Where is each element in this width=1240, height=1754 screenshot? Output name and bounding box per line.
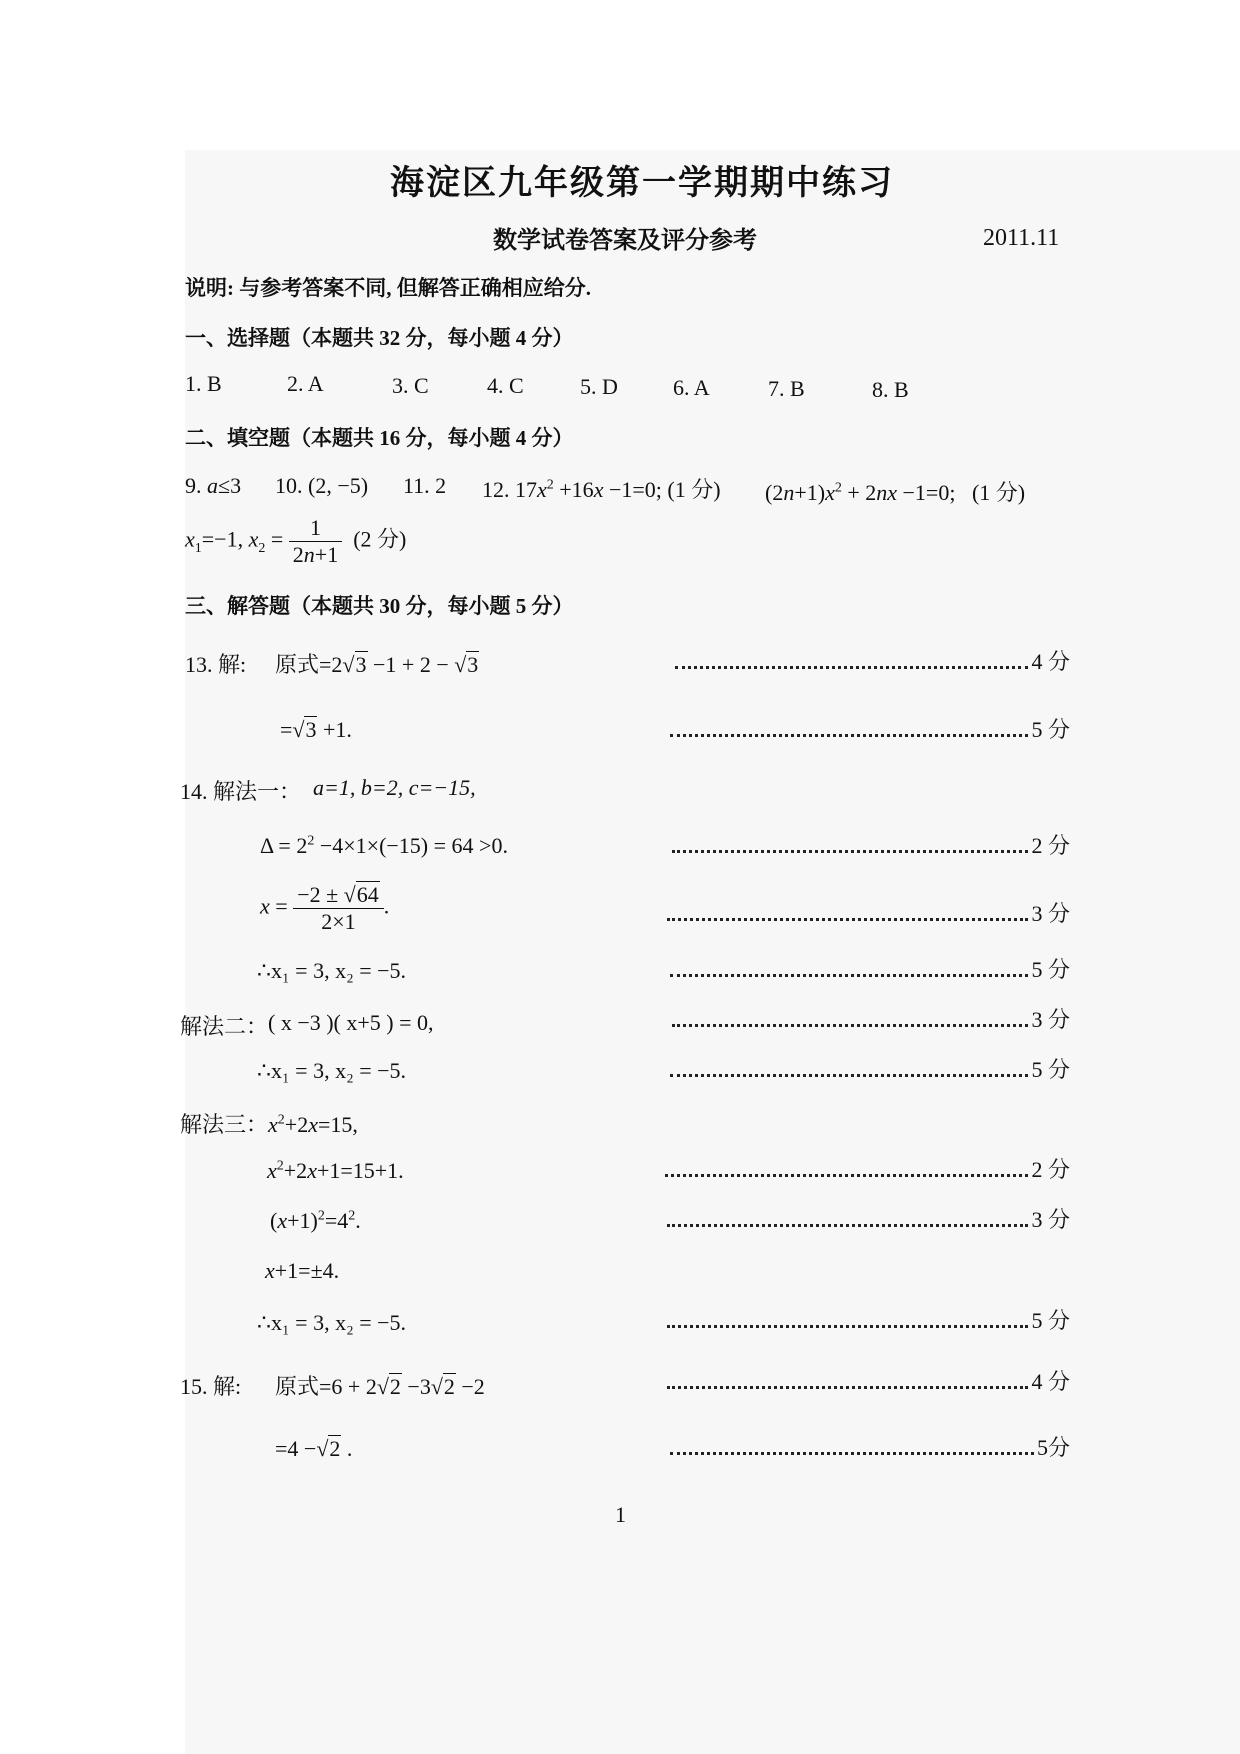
mc-answer: 6. A [673, 375, 710, 400]
score-leader [670, 1057, 1070, 1084]
section-multiple-choice: 一、选择题（本题共 32 分，每小题 4 分） [185, 326, 574, 350]
mc-answer: 1. B [185, 371, 222, 396]
q14-m3-step1: 解法三：$x^2+2x=15$, [180, 1112, 358, 1137]
date-label: 2011.11 [983, 225, 1060, 251]
q14-formula: x = $\frac{-2 \pm √64}{2\times 1}$ . [260, 882, 390, 934]
score-leader [672, 1007, 1070, 1034]
section-fill-in: 二、填空题（本题共 16 分，每小题 4 分） [185, 426, 574, 450]
q12-answer-part2: $(2n+1)x^2 + 2nx -1=0$; (1 分) [765, 480, 1026, 505]
score-label: 5分 [1036, 1435, 1070, 1460]
q15-label: 15. 解: [180, 1374, 242, 1399]
mc-answer: 2. A [287, 371, 324, 396]
q14-m2-label: 解法二： [180, 1014, 269, 1039]
q14-m3-roots: x₁ = 3, x₂ = −5. [271, 1310, 407, 1335]
score-label: 3 分 [1031, 901, 1070, 926]
q14-m2-roots: x₁ = 3, x₂ = −5. [271, 1058, 407, 1083]
q14-m3-step3: $(x+1)^2=4^2$. [270, 1208, 361, 1233]
score-leader [670, 1435, 1070, 1462]
q12-score-1: (1 分) [667, 477, 721, 502]
score-leader [670, 717, 1070, 744]
q10-answer: 10. (2, −5) [275, 473, 369, 498]
score-leader [665, 1157, 1070, 1184]
score-label: 2 分 [1031, 1157, 1070, 1182]
mc-answer: 4. C [487, 373, 524, 398]
q14-m3-step2: $x^2+2x+1=15+1$. [267, 1158, 404, 1183]
q13-step1: 原式=2√3 −1 + 2 − √3 [275, 652, 479, 677]
q15-step2: =4 −√2 . [275, 1436, 353, 1461]
score-leader [667, 1207, 1070, 1234]
mc-answer: 7. B [768, 376, 805, 401]
q12-answer-part1: 12. $17x^2 +16x -1=0$; (1 分) [482, 477, 721, 502]
q14-m1-roots: x₁ = 3, x₂ = −5. [271, 958, 407, 983]
score-leader [667, 1308, 1070, 1335]
score-label: 5 分 [1031, 957, 1070, 982]
q13-prefix: 原式= [275, 652, 332, 677]
q12-number: 12. [482, 477, 510, 502]
q14-coefficients: a=1, b=2, c=−15, [313, 775, 476, 800]
section-solutions: 三、解答题（本题共 30 分，每小题 5 分） [185, 594, 574, 618]
mc-answer: 3. C [392, 373, 429, 398]
score-leader [670, 957, 1070, 984]
note-text: 说明: 与参考答案不同, 但解答正确相应给分. [185, 276, 591, 300]
q13-label: 13. 解: [185, 652, 247, 677]
mc-answer: 5. D [580, 374, 618, 399]
mc-answer: 8. B [872, 377, 909, 402]
q13-step2: =√3 +1. [280, 717, 352, 742]
q9-number: 9. [185, 473, 202, 498]
page-title: 海淀区九年级第一学期期中练习 [390, 165, 894, 202]
q11-answer: 11. 2 [403, 473, 447, 498]
score-label: 3 分 [1031, 1007, 1070, 1032]
q14-m2-equation: ( x −3 )( x+5 ) = 0, [268, 1010, 434, 1035]
q12-score-3: (2 分) [353, 526, 407, 552]
q15-step1: 原式=6 + 2√2 −3√2 −2 [275, 1374, 485, 1399]
score-leader [672, 833, 1070, 860]
page-subtitle: 数学试卷答案及评分参考 [493, 228, 757, 254]
score-label: 5 分 [1031, 1308, 1070, 1333]
score-label: 3 分 [1031, 1207, 1070, 1232]
q14-m3-label: 解法三： [180, 1112, 269, 1137]
q14-label: 14. 解法一： [180, 779, 302, 804]
q14-discriminant: $\Delta = 2^2 -4\times 1\times(-15) = 64 >0$. [260, 833, 508, 858]
q14-m3-step4: x+1=±4. [265, 1258, 340, 1283]
scanned-page [185, 150, 1240, 1754]
q9-answer: 9. a≤3 [185, 473, 242, 498]
q14-m1-solution: ∴x₁ = 3, x₂ = −5. [257, 958, 407, 983]
q14-m2-solution: ∴x₁ = 3, x₂ = −5. [257, 1058, 407, 1083]
q12-score-2: (1 分) [971, 480, 1026, 505]
score-label: 2 分 [1031, 833, 1070, 858]
score-leader [667, 901, 1070, 928]
score-label: 4 分 [1031, 1369, 1070, 1394]
score-label: 4 分 [1031, 649, 1070, 674]
score-leader [667, 1369, 1070, 1396]
score-label: 5 分 [1031, 717, 1070, 742]
q15-prefix: 原式= [275, 1374, 332, 1399]
score-leader [675, 649, 1070, 676]
page-number: 1 [615, 1502, 626, 1527]
q14-m3-solution: ∴x₁ = 3, x₂ = −5. [257, 1310, 407, 1335]
score-label: 5 分 [1031, 1057, 1070, 1082]
q12-roots: $x_1=-1$, $x_2$ = $\frac{1}{2n+1}$ (2 分) [185, 515, 407, 567]
